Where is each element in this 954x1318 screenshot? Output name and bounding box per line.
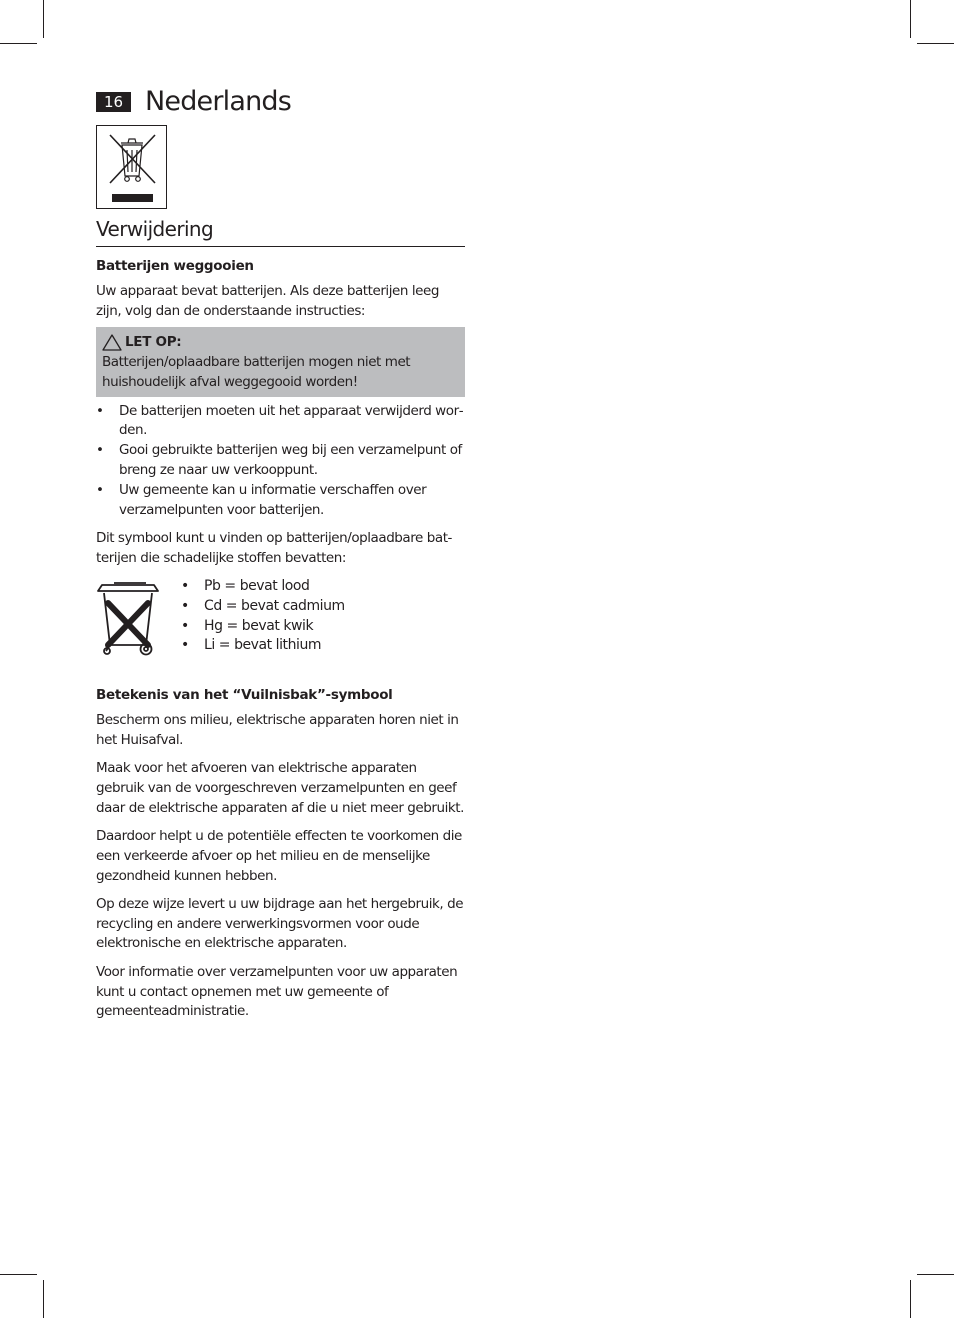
crop-mark-bottom-right-vertical [910,1280,911,1318]
language-title: Nederlands [145,86,292,117]
bin-symbol-subheading: Betekenis van het “Vuilnisbak”-symbool [96,686,393,703]
bullet-icon: • [96,481,104,498]
crop-mark-top-left-horizontal [0,43,37,44]
paragraph: Op deze wijze levert u uw bijdrage aan het hergebruik, de recycling en andere verwerkingsvormen voor oude elektronische en elektrische apparaten. [96,895,464,952]
paragraph: Voor informatie over verzamelpunten voor uw apparaten kunt u contact opnemen met uw gemeente of gemeenteadministratie. [96,963,458,1020]
bullet-icon: • [181,617,189,634]
list-item-text: Cd = bevat cadmium [204,597,345,614]
list-item [181,617,345,637]
crop-mark-top-left-vertical [43,0,44,38]
list-item-text: Gooi gebruikte batterijen weg bij een verzamelpunt of breng ze naar uw verkooppunt. [119,442,462,478]
page-number: 16 [96,92,131,112]
crop-mark-bottom-left-horizontal [0,1274,37,1275]
crossed-out-battery-bin-icon [96,577,162,659]
notice-label: LET OP: [125,333,182,350]
crop-mark-bottom-right-horizontal [917,1274,954,1275]
battery-bin-symbol [96,577,181,663]
bullet-icon: • [96,402,104,419]
battery-subheading: Batterijen weggooien [96,258,254,274]
list-item [96,441,465,481]
battery-instructions-list [96,402,465,521]
list-item-text: Hg = bevat kwik [204,617,314,634]
crossed-out-bin-icon [97,126,168,210]
section-title: Verwijdering [96,214,465,247]
list-item-text: Uw gemeente kan u informatie verschaffen over verzamelpunten voor batterijen. [119,481,427,518]
paragraph: Bescherm ons milieu, elektrische apparaten horen niet in het Huisafval. [96,711,459,748]
list-item-text: Pb = bevat lood [204,577,310,594]
symbol-row [96,577,465,663]
warning-notice [96,327,465,397]
paragraph: Daardoor helpt u de potentiële effecten te voorkomen die een verkeerde afvoer op het milieu en de menselijke gezondheid kunnen hebben. [96,827,462,884]
warning-triangle-icon [102,334,122,351]
bullet-icon: • [181,597,189,614]
list-item [181,577,345,597]
disposal-section [96,214,465,1022]
weee-symbol-box [96,125,167,209]
hazardous-elements-list [181,577,345,663]
battery-intro-text: Uw apparaat bevat batterijen. Als deze batterijen leeg zijn, volg dan de onderstaande instructies: [96,283,439,319]
crop-mark-top-right-horizontal [917,43,954,44]
list-item [181,636,345,656]
list-item [181,597,345,617]
bullet-icon: • [96,442,104,459]
notice-header [102,333,459,352]
list-item-text: De batterijen moeten uit het apparaat verwijderd worden. [119,402,464,439]
paragraph: Maak voor het afvoeren van elektrische apparaten gebruik van de voorgeschreven verzamelpunten en geef daar de elektrische apparaten af die u niet meer gebruikt. [96,760,464,816]
list-item [96,481,465,521]
crop-mark-top-right-vertical [910,0,911,38]
list-item [96,402,465,442]
crop-mark-bottom-left-vertical [43,1280,44,1318]
list-item-text: Li = bevat lithium [204,637,322,654]
bullet-icon: • [181,637,189,654]
bullet-icon: • [181,577,189,594]
symbol-intro-text: Dit symbool kunt u vinden op batterijen/oplaadbare batterijen die schadelijke stoffen bevatten: [96,530,453,567]
notice-text: Batterijen/oplaadbare batterijen mogen niet met huishoudelijk afval weggegooid worden! [102,353,411,391]
